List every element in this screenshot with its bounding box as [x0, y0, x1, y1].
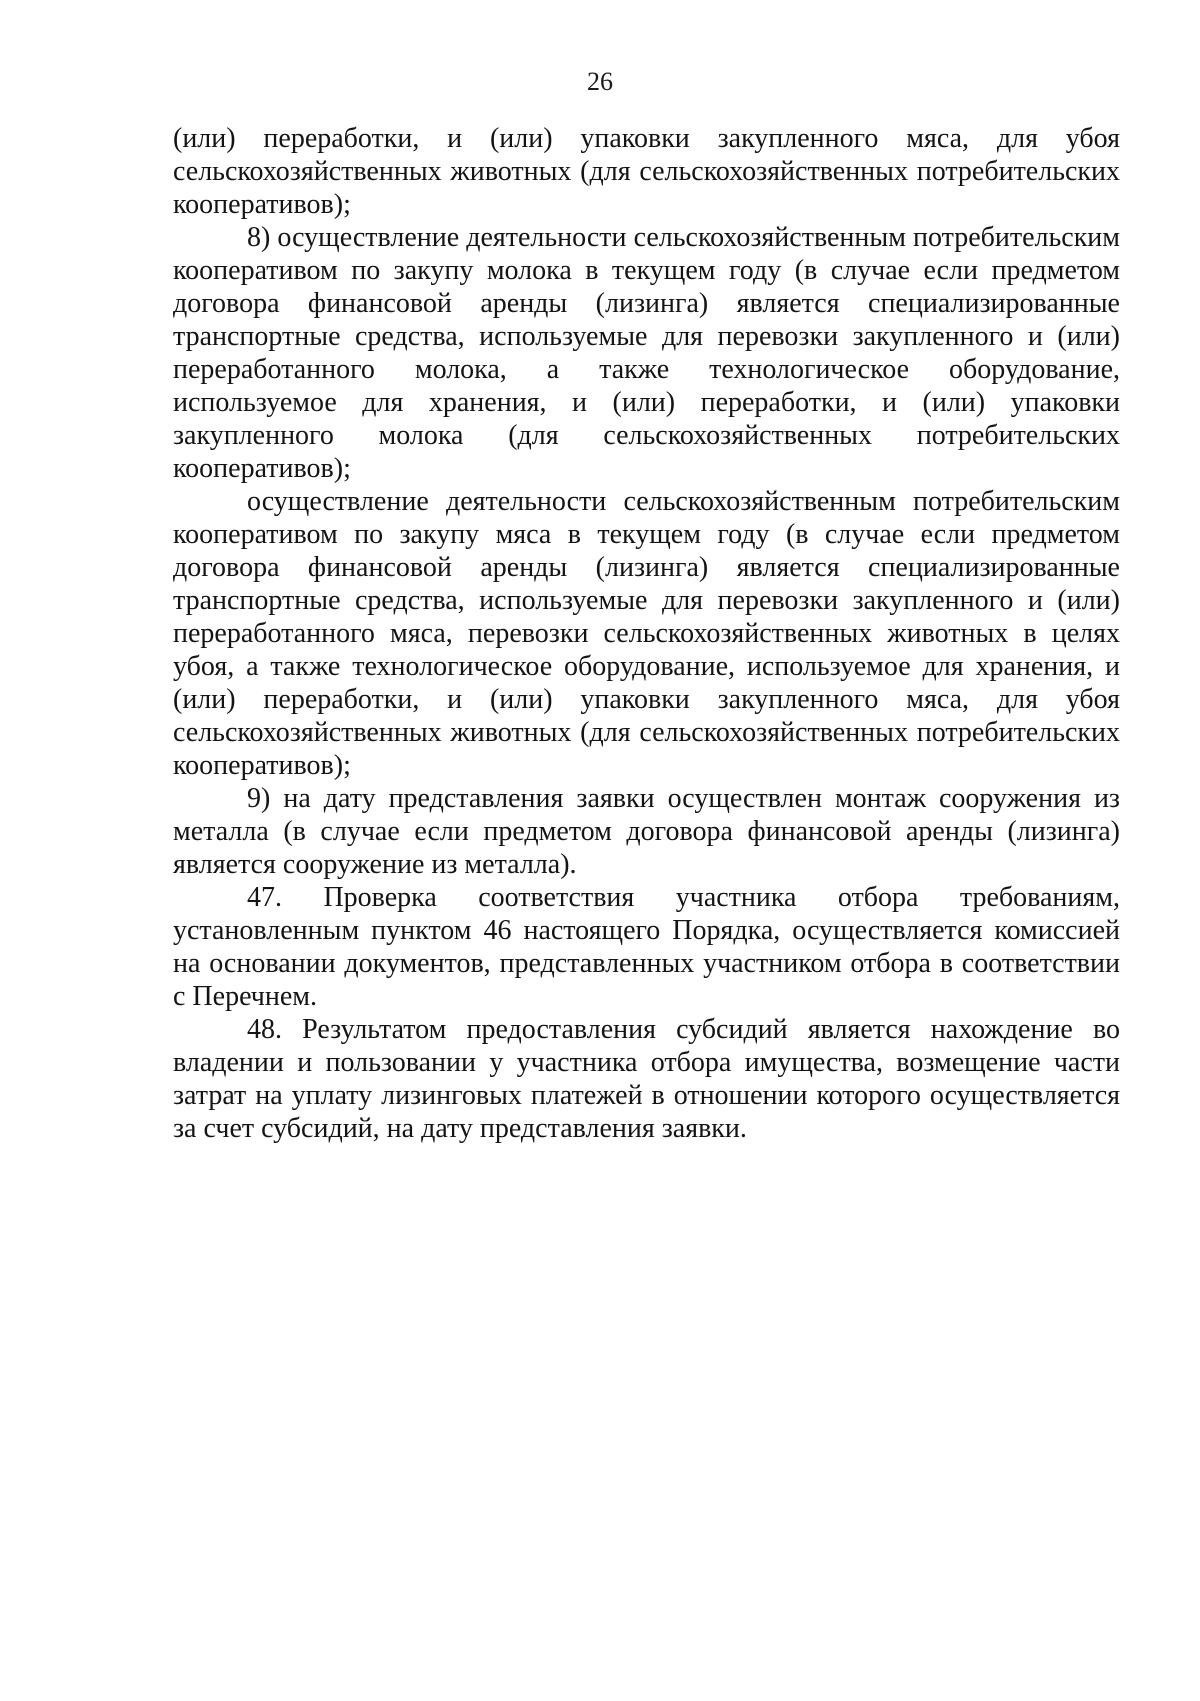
page-number: 26	[587, 67, 613, 96]
paragraph-clause-47: 47. Проверка соответствия участника отбора требованиям, установленным пунктом 46 настоящего Порядка, осуществляется комиссией на основании документов, представленных участником отбора в соответствии с Перечнем.	[173, 882, 1120, 1012]
paragraph-clause-48: 48. Результатом предоставления субсидий является нахождение во владении и пользовании у участника отбора имущества, возмещение части затрат на уплату лизинговых платежей в отношении которого осуществляется за счет субсидий, на дату представления заявки.	[173, 1014, 1120, 1144]
document-body	[173, 122, 1120, 1145]
paragraph-item-9: 9) на дату представления заявки осуществлен монтаж сооружения из металла (в случае если предметом договора финансовой аренды (лизинга) является сооружение из металла).	[173, 783, 1120, 880]
paragraph-item-8-meat: осуществление деятельности сельскохозяйственным потребительским кооперативом по закупу мяса в текущем году (в случае если предметом договора финансовой аренды (лизинга) является специализированные транспортные средства, используемые для перевозки закупленного и (или) переработанного мяса, перевозки сельскохозяйственных животных в целях убоя, а также технологическое оборудование, используемое для хранения, и (или) переработки, и (или) упаковки закупленного мяса, для убоя сельскохозяйственных животных (для сельскохозяйственных потребительских кооперативов);	[173, 486, 1120, 781]
paragraph-item-8: 8) осуществление деятельности сельскохозяйственным потребительским кооперативом по закупу молока в текущем году (в случае если предметом договора финансовой аренды (лизинга) является специализированные транспортные средства, используемые для перевозки закупленного и (или) переработанного молока, а также технологическое оборудование, используемое для хранения, и (или) переработки, и (или) упаковки закупленного молока (для сельскохозяйственных потребительских кооперативов);	[173, 222, 1120, 484]
paragraph-continuation: (или) переработки, и (или) упаковки закупленного мяса, для убоя сельскохозяйственных животных (для сельскохозяйственных потребительских кооперативов);	[173, 123, 1120, 220]
